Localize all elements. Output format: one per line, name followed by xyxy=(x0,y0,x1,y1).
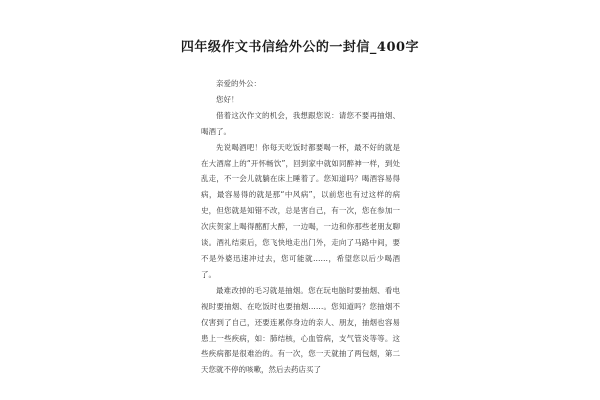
letter-paragraph-3: 最难改掉的毛习就是抽烟。您在玩电脑时要抽烟、看电视时要抽烟、在吃饭时也要抽烟……。您知道吗？您抽烟不仅害到了自己，还要连累你身边的亲人、朋友，抽烟也容易患上一些疾病，如：肺结核，心血管病，支气管炎等等。这些疾病都是很难治的。有一次，您一天就抽了两包烟，第二天您就不停的咳嗽，然后去药店买了 xyxy=(201,285,400,375)
document-title: 四年级作文书信给外公的一封信_400字 xyxy=(180,40,420,55)
letter-body xyxy=(201,76,400,378)
letter-paragraph-2: 先说喝酒吧！你每天吃饭时都要喝一杯，最不好的就是在大酒席上的“开怀畅饮”，回到家中就如同醉神一样，到处乱走，不一会儿就躺在床上睡着了。您知道吗？喝酒容易得病，最容易得的就是那“中风病”，以前您也有过这样的病史，但您就是知错不改，总是害自己，有一次，您在参加一次庆贺家上喝得酩酊大醉，一边喝，一边和你那些老朋友聊谈。酒礼结束后，您飞快地走出门外，走向了马路中间，要不是外婆迅速冲过去，您可能就……，希望您以后少喝酒了。 xyxy=(201,142,400,279)
letter-greeting: 您好！ xyxy=(216,94,239,104)
letter-paragraph-1: 借着这次作文的机会，我想跟您说：请您不要再抽烟、喝酒了。 xyxy=(201,110,400,136)
letter-salutation: 亲爱的外公： xyxy=(216,79,261,88)
